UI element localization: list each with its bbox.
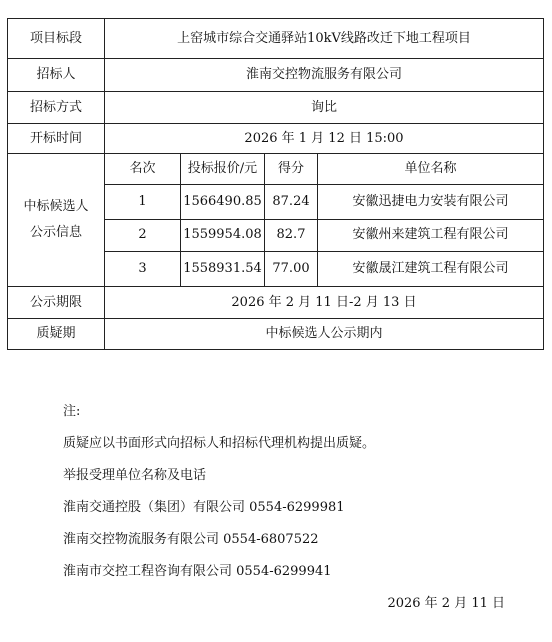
notes-heading: 注: (63, 404, 81, 419)
project-value: 上窑城市综合交通驿站10kV线路改迁下地工程项目 (105, 19, 544, 59)
candidate-score: 87.24 (265, 185, 318, 220)
candidates-label-line2: 公示信息 (29, 225, 82, 240)
row-candidates (8, 154, 544, 287)
candidate-name: 安徽州来建筑工程有限公司 (318, 219, 544, 251)
notes-line: 举报受理单位名称及电话 (63, 468, 207, 483)
period-label: 公示期限 (8, 287, 105, 319)
candidate-score: 82.7 (265, 219, 318, 251)
method-value: 询比 (105, 92, 544, 124)
candidate-score: 77.00 (265, 251, 318, 286)
project-label: 项目标段 (8, 19, 105, 59)
candidates-label (8, 154, 105, 287)
notes-line: 质疑应以书面形式向招标人和招标代理机构提出质疑。 (63, 436, 376, 451)
table-row (105, 185, 543, 220)
table-row (105, 251, 543, 286)
header-score: 得分 (265, 154, 318, 185)
candidate-rank: 1 (105, 185, 181, 220)
candidate-rank: 3 (105, 251, 181, 286)
open-time-label: 开标时间 (8, 124, 105, 154)
header-price: 投标报价/元 (181, 154, 265, 185)
candidate-rank: 2 (105, 219, 181, 251)
candidate-price: 1559954.08 (181, 219, 265, 251)
row-period (8, 287, 544, 319)
candidate-price: 1566490.85 (181, 185, 265, 220)
row-method (8, 92, 544, 124)
candidate-price: 1558931.54 (181, 251, 265, 286)
table-row (105, 219, 543, 251)
tenderer-label: 招标人 (8, 59, 105, 92)
notes-section (63, 396, 375, 588)
candidate-name: 安徽迅捷电力安装有限公司 (318, 185, 544, 220)
notes-line: 淮南市交控工程咨询有限公司 0554-6299941 (63, 564, 332, 579)
candidate-name: 安徽晟江建筑工程有限公司 (318, 251, 544, 286)
notes-line: 淮南交通控股（集团）有限公司 0554-6299981 (63, 500, 345, 515)
notes-line: 淮南交控物流服务有限公司 0554-6807522 (63, 532, 319, 547)
signature-date: 2026 年 2 月 11 日 (387, 596, 505, 611)
candidates-header-row (105, 154, 543, 185)
candidates-label-line1: 中标候选人 (23, 199, 89, 214)
candidates-cell (105, 154, 544, 287)
open-time-value: 2026 年 1 月 12 日 15:00 (105, 124, 544, 154)
tenderer-value: 淮南交控物流服务有限公司 (105, 59, 544, 92)
header-name: 单位名称 (318, 154, 544, 185)
row-query (8, 319, 544, 350)
query-label: 质疑期 (8, 319, 105, 350)
header-rank: 名次 (105, 154, 181, 185)
period-value: 2026 年 2 月 11 日-2 月 13 日 (105, 287, 544, 319)
method-label: 招标方式 (8, 92, 105, 124)
row-project (8, 19, 544, 59)
query-value: 中标候选人公示期内 (105, 319, 544, 350)
tender-info-table (7, 18, 544, 350)
row-open-time (8, 124, 544, 154)
candidates-table (105, 154, 543, 286)
row-tenderer (8, 59, 544, 92)
